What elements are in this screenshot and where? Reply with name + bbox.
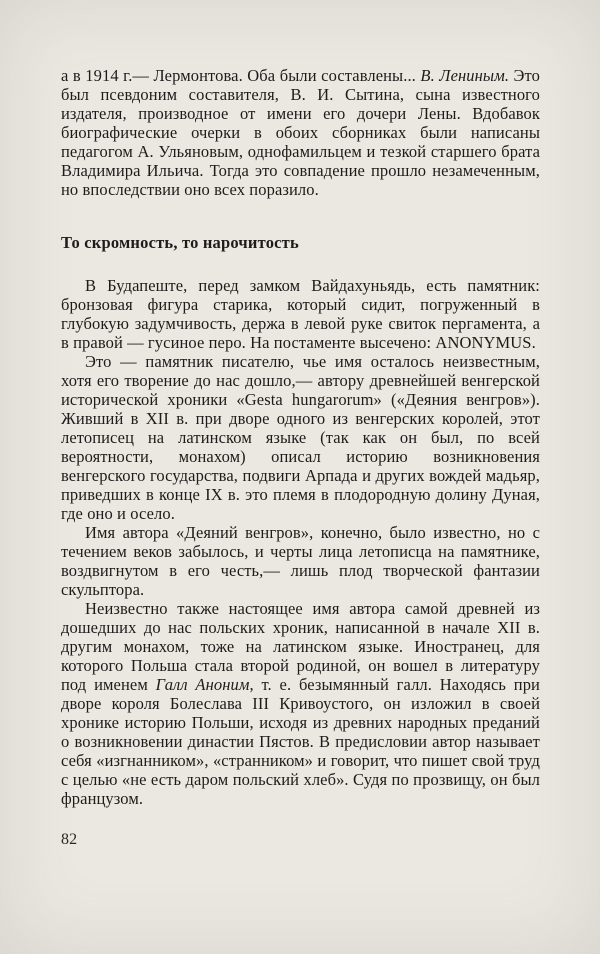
paragraph-text: Это был псевдоним составителя, В. И. Сытина, сына известного издателя, производное от имени его дочери Лены. Вдобавок биографические очерки в обоих сборниках были написаны педагогом А. Ульяновым, однофамильцем и тезкой старшего брата Владимира Ильича. Тогда это совпадение прошло незамеченным, но впоследствии оно всех поразило. [61, 66, 540, 199]
paragraph-budapest-monument: В Будапеште, перед замком Вайдахуньядь, есть памятник: бронзовая фигура старика, который сидит, погруженный в глубокую задумчивость, держа в левой руке свиток пергамента, а в правой — гусиное перо. На постаменте высечено: ANONYMUS. [61, 276, 540, 352]
paragraph-text: , т. е. безымянный галл. Находясь при дворе короля Болеслава III Кривоустого, он изложил в своей хронике историю Польши, исходя из древних народных преданий о возникновении династии Пястов. В предисловии автор называет себя «изгнанником», «странником» и говорит, что пишет свой труд с целью «не есть даром польский хлеб». Судя по прозвищу, он был французом. [61, 675, 540, 808]
paragraph-text: Неизвестно также настоящее имя автора самой древней из дошедших до нас польских хроник, написанной в начале XII в. другим монахом, тоже на латинском языке. Иностранец, для которого Польша стала второй родиной, он вошел в литературу под именем [61, 599, 540, 694]
pseudonym-italic: В. Лениным. [420, 66, 510, 85]
paragraph-polish-chronicle [61, 599, 540, 808]
text-block [61, 66, 540, 849]
section-heading: То скромность, то нарочитость [61, 233, 299, 252]
paragraph-anonymous-chronicler: Это — памятник писателю, чье имя осталось неизвестным, хотя его творение до нас дошло,— автору древнейшей венгерской исторической хроники «Gesta hungarorum» («Деяния венгров»). Живший в XII в. при дворе одного из венгерских королей, этот летописец на латинском языке (так как он был, по всей вероятности, монахом) описал историю возникновения венгерского государства, подвиги Арпада и других вождей мадьяр, приведших в конце IX в. это племя в плодородную долину Дуная, где оно и осело. [61, 352, 540, 523]
paragraph-text: а в 1914 г.— Лермонтова. Оба были составлены... [61, 66, 421, 85]
paragraph-continuation [61, 66, 540, 199]
paragraph-forgotten-name: Имя автора «Деяний венгров», конечно, было известно, но с течением веков забылось, и черты лица летописца на памятнике, воздвигнутом в его честь,— лишь плод творческой фантазии скульптора. [61, 523, 540, 599]
gall-anonim-italic: Галл Аноним [155, 675, 250, 694]
page-number: 82 [61, 831, 78, 848]
